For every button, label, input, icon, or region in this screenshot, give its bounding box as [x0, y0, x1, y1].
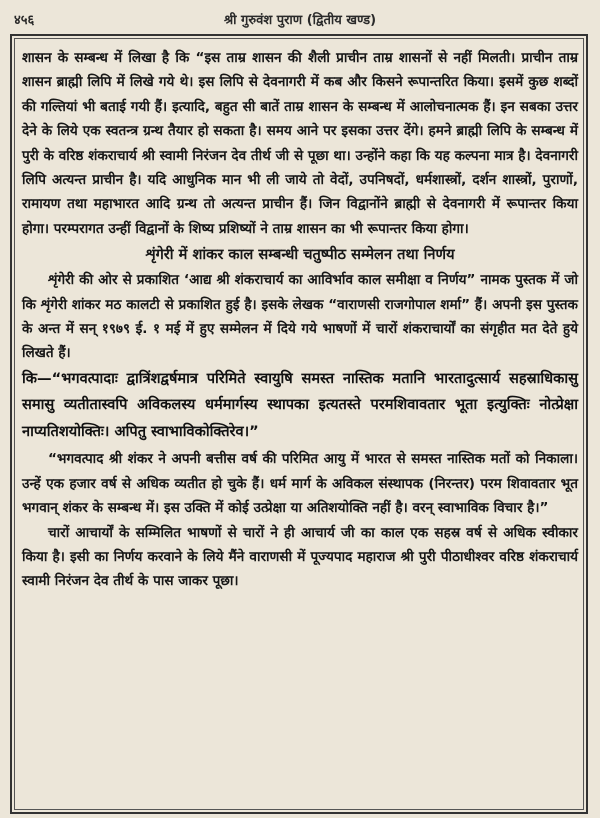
paragraph-script-commentary: शासन के सम्बन्ध में लिखा है कि “इस ताम्र शासन की शैली प्राचीन ताम्र शासनों से नहीं मिलती। प्राचीन ताम्र शासन ब्राह्मी लिपि में लिखे गये थे। इस लिपि से देवनागरी में कब और किसने रूपान्तरित किया। इसमें कुछ शब्दों की गल्तियां भी बताई गयी हैं। इत्यादि, बहुत सी बातें ताम्र शासन के सम्बन्ध में आलोचनात्मक हैं। इन सबका उत्तर देने के लिये एक स्वतन्त्र ग्रन्थ तैयार हो सकता है। समय आने पर इसका उत्तर देंगे। हमने ब्राह्मी लिपि के सम्बन्ध में पुरी के वरिष्ठ शंकराचार्य श्री स्वामी निरंजन देव तीर्थ जी से पूछा था। उन्होंने कहा कि यह कल्पना मात्र है। देवनागरी लिपि अत्यन्त प्राचीन है। यदि आधुनिक मान भी ली जाये तो वेदों, उपनिषदों, धर्मशास्त्रों, दर्शन शास्त्रों, पुराणों, रामायण तथा महाभारत आदि ग्रन्थ तो अत्यन्त प्राचीन हैं। जिन विद्वानोंने ब्राह्मी से देवनागरी में रूपान्तर किया होगा। परम्परागत उन्हीं विद्वानों के शिष्य प्रशिष्यों ने ताम्र शासन का भी रूपान्तर किया होगा।: [22, 50, 578, 237]
section-heading: शृंगेरी में शांकर काल सम्बन्धी चतुष्पीठ सम्मेलन तथा निर्णय: [145, 246, 455, 264]
sanskrit-quote: कि—“भगवत्पादाः द्वात्रिंशद्वर्षमात्र परिमिते स्वायुषि समस्त नास्तिक मतानि भारतादुत्सार्य सहस्राधिकासु समासु व्यतीतास्वपि अविकलस्य धर्ममार्गस्य स्थापका इत्यतस्ते परमशिवावतार भूता इत्युक्तिः नोत्प्रेक्षा नाप्यतिशयोक्तिः। अपितु स्वाभाविकोक्तिरेव।”: [22, 369, 578, 440]
running-title: श्री गुरुवंश पुराण (द्वितीय खण्ड): [223, 13, 377, 28]
page-header: [10, 6, 590, 32]
page-number: ४५६: [14, 13, 35, 28]
hindi-translation: “भगवत्पाद श्री शंकर ने अपनी बत्तीस वर्ष की परिमित आयु में भारत से समस्त नास्तिक मतों को निकाला। उन्हें एक हजार वर्ष से अधिक व्यतीत हो चुके हैं। धर्म मार्ग के अविकल संस्थापक (निरन्तर) परम शिवावतार भूत भगवान् शंकर के सम्बन्ध में। इस उक्ति में कोई उत्प्रेक्षा या अतिशयोक्ति नहीं है। वरन् स्वाभाविक विचार है।”: [22, 451, 578, 517]
text-body: [22, 46, 578, 594]
paragraph-sringeri-publication: शृंगेरी की ओर से प्रकाशित ‘आद्य श्री शंकराचार्य का आविर्भाव काल समीक्षा व निर्णय” नामक पुस्तक में जो कि शृंगेरी शांकर मठ कालटी से प्रकाशित हुई है। इसके लेखक “वाराणसी राजगोपाल शर्मा” हैं। अपनी इस पुस्तक के अन्त में सन् १९७९ ई. १ मई में हुए सम्मेलन में दिये गये भाषणों में चारों शंकराचार्यों का संगृहीत मत देते हुये लिखते हैं।: [22, 272, 578, 362]
paragraph-conclusion: चारों आचार्यों के सम्मिलित भाषणों से चारों ने ही आचार्य जी का काल एक सहस्र वर्ष से अधिक स्वीकार किया है। इसी का निर्णय करवाने के लिये मैंने वाराणसी में पूज्यपाद महाराज श्री पुरी पीठाधीश्वर वरिष्ठ शंकराचार्य स्वामी निरंजन देव तीर्थ के पास जाकर पूछा।: [22, 524, 578, 590]
